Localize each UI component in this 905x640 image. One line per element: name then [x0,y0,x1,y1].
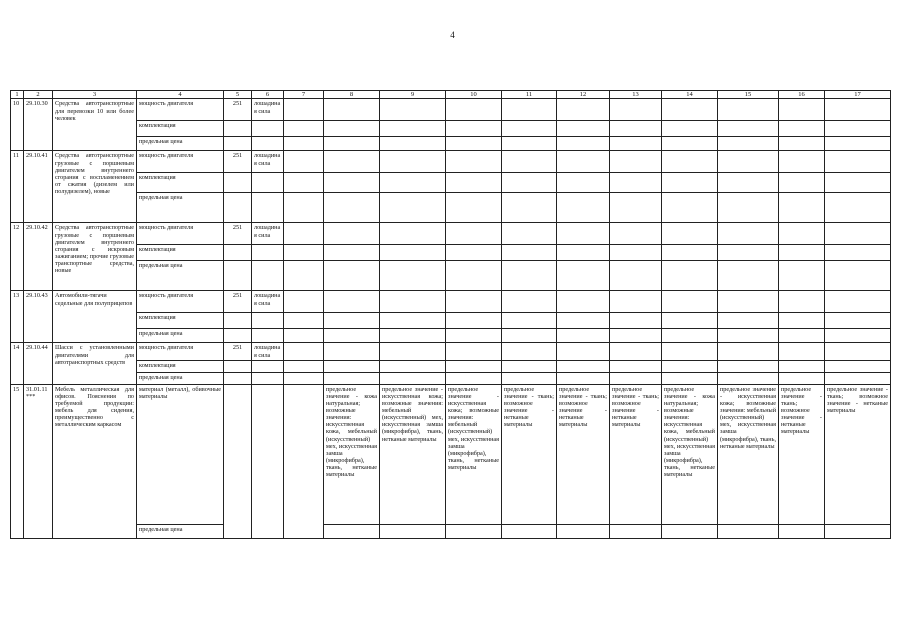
value-cell: предельное значение - ткань; возможное значение - нетканые материалы [825,384,891,524]
value-cell [380,524,446,538]
value-cell [779,524,825,538]
characteristic: комплектация [137,245,224,261]
value-cell [825,343,891,360]
value-cell [380,313,446,329]
value-cell [825,223,891,245]
value-cell [610,193,662,223]
value-cell [380,193,446,223]
value-cell [779,223,825,245]
value-cell [284,151,324,173]
value-cell [324,245,380,261]
value-cell [662,223,718,245]
unit-code [224,360,252,372]
value-cell [557,291,610,313]
characteristic: комплектация [137,313,224,329]
table-row [11,223,891,245]
value-cell [662,99,718,121]
value-cell [779,245,825,261]
value-cell [662,524,718,538]
value-cell [779,137,825,151]
value-cell [662,372,718,384]
header-cell: 2 [24,91,53,99]
value-cell [284,313,324,329]
value-cell [718,245,779,261]
value-cell [502,313,557,329]
value-cell [557,223,610,245]
value-cell [380,261,446,291]
value-cell [557,121,610,137]
header-cell: 17 [825,91,891,99]
value-cell [779,121,825,137]
characteristic: мощность двигателя [137,223,224,245]
header-cell: 7 [284,91,324,99]
value-cell [446,193,502,223]
value-cell [779,99,825,121]
value-cell [380,291,446,313]
unit-name [252,329,284,343]
value-cell [610,137,662,151]
value-cell [610,329,662,343]
header-cell: 13 [610,91,662,99]
value-cell [446,329,502,343]
value-cell [502,193,557,223]
value-cell [610,313,662,329]
value-cell [825,121,891,137]
unit-code [224,384,252,538]
value-cell [557,151,610,173]
unit-code [224,372,252,384]
value-cell: предельное значение - ткань; возможное значение - нетканые материалы [502,384,557,524]
value-cell: предельное значение - ткань; возможное значение - нетканые материалы [557,384,610,524]
value-cell [662,329,718,343]
unit-code [224,261,252,291]
value-cell [662,245,718,261]
value-cell [718,291,779,313]
characteristic: мощность двигателя [137,343,224,360]
unit-code [224,329,252,343]
okpd-code: 29.10.42 [24,223,53,291]
characteristic: предельная цена [137,329,224,343]
value-cell [446,291,502,313]
value-cell [502,360,557,372]
value-cell: предельное значение - ткань; возможное значение - нетканые материалы [610,384,662,524]
okpd-code: 29.10.41 [24,151,53,223]
value-cell [446,524,502,538]
unit-code: 251 [224,343,252,360]
value-cell [324,137,380,151]
product-name: Средства автотранспортные грузовые с поршневым двигателем внутреннего сгорания с воспламенением от сжатия (дизелем или полудизелем), новые [53,151,137,223]
value-cell [446,121,502,137]
value-cell [825,173,891,193]
requirements-table [10,90,891,539]
value-cell [718,343,779,360]
value-cell [610,524,662,538]
unit-code [224,193,252,223]
unit-code [224,245,252,261]
value-cell [825,261,891,291]
unit-name [252,372,284,384]
value-cell [779,291,825,313]
characteristic: комплектация [137,360,224,372]
value-cell [502,173,557,193]
value-cell [779,261,825,291]
value-cell [502,121,557,137]
unit-code [224,173,252,193]
value-cell [557,343,610,360]
value-cell [502,137,557,151]
value-cell [502,261,557,291]
value-cell [779,329,825,343]
value-cell [610,291,662,313]
value-cell [380,372,446,384]
page-number: 4 [450,30,455,40]
row-number: 15 [11,384,24,538]
row-number: 14 [11,343,24,384]
value-cell [718,329,779,343]
value-cell [446,99,502,121]
value-cell [718,99,779,121]
value-cell [380,151,446,173]
value-cell: предельное значение - ткань; возможное значение - нетканые материалы [779,384,825,524]
value-cell [825,360,891,372]
value-cell [284,245,324,261]
value-cell [825,193,891,223]
value-cell [779,151,825,173]
value-cell [324,173,380,193]
okpd-code: 31.01.11*** [24,384,53,538]
okpd-code: 29.10.30 [24,99,53,151]
value-cell [557,173,610,193]
unit-code: 251 [224,223,252,245]
value-cell [284,99,324,121]
value-cell [284,329,324,343]
value-cell [718,173,779,193]
table-row [11,384,891,524]
value-cell [284,223,324,245]
value-cell [610,261,662,291]
value-cell [825,245,891,261]
value-cell [446,173,502,193]
value-cell [825,291,891,313]
header-cell: 15 [718,91,779,99]
value-cell [502,372,557,384]
value-cell [284,384,324,538]
value-cell: предельное значение - кожа натуральная; возможные значения: искусственная кожа, мебельный (искусственный) мех, искусственная замша (микрофибра), ткань, нетканые материалы [324,384,380,524]
table-row [11,121,891,137]
value-cell [557,193,610,223]
value-cell [718,193,779,223]
header-cell: 14 [662,91,718,99]
value-cell [718,360,779,372]
value-cell [557,99,610,121]
value-cell [610,151,662,173]
unit-name [252,261,284,291]
unit-name: лошадиная сила [252,151,284,173]
value-cell [502,291,557,313]
value-cell [779,313,825,329]
value-cell [380,343,446,360]
table-row [11,193,891,223]
value-cell [718,313,779,329]
value-cell [502,223,557,245]
value-cell [380,245,446,261]
characteristic: предельная цена [137,193,224,223]
value-cell [662,343,718,360]
value-cell [557,245,610,261]
value-cell [380,121,446,137]
value-cell [502,99,557,121]
value-cell [380,329,446,343]
value-cell [502,151,557,173]
value-cell [284,360,324,372]
table-row [11,261,891,291]
header-row [11,91,891,99]
value-cell [446,343,502,360]
value-cell [825,99,891,121]
value-cell [284,372,324,384]
value-cell [446,245,502,261]
value-cell [284,291,324,313]
value-cell [662,313,718,329]
row-number: 12 [11,223,24,291]
value-cell [825,524,891,538]
value-cell [557,524,610,538]
characteristic: материал (металл), обивочные материалы [137,384,224,524]
table-row [11,329,891,343]
value-cell [718,223,779,245]
value-cell [610,99,662,121]
value-cell [662,137,718,151]
value-cell [324,360,380,372]
value-cell [380,173,446,193]
product-name: Средства автотранспортные для перевозки 10 или более человек [53,99,137,151]
value-cell [446,137,502,151]
value-cell [779,360,825,372]
value-cell [502,245,557,261]
value-cell [284,137,324,151]
value-cell [557,313,610,329]
unit-name [252,137,284,151]
value-cell [779,173,825,193]
value-cell [779,343,825,360]
value-cell [284,121,324,137]
value-cell [380,360,446,372]
table-row [11,291,891,313]
unit-name [252,245,284,261]
value-cell [324,223,380,245]
value-cell [502,343,557,360]
value-cell [324,193,380,223]
characteristic: предельная цена [137,524,224,538]
value-cell [662,173,718,193]
table-row [11,524,891,538]
value-cell [324,329,380,343]
value-cell [825,313,891,329]
product-name: Шасси с установленными двигателями для автотранспортных средств [53,343,137,384]
table-row [11,137,891,151]
table-row [11,99,891,121]
value-cell [825,372,891,384]
unit-name [252,193,284,223]
characteristic: предельная цена [137,372,224,384]
value-cell [324,343,380,360]
value-cell [446,372,502,384]
characteristic: мощность двигателя [137,99,224,121]
unit-name: лошадиная сила [252,291,284,313]
table-row [11,360,891,372]
table-row [11,245,891,261]
value-cell [446,151,502,173]
value-cell [779,193,825,223]
value-cell [557,329,610,343]
value-cell [446,313,502,329]
value-cell [825,151,891,173]
value-cell [324,121,380,137]
value-cell [446,360,502,372]
characteristic: предельная цена [137,137,224,151]
header-cell: 11 [502,91,557,99]
value-cell [662,360,718,372]
header-cell: 6 [252,91,284,99]
characteristic: мощность двигателя [137,291,224,313]
characteristic: комплектация [137,121,224,137]
unit-name [252,360,284,372]
value-cell [825,329,891,343]
unit-code: 251 [224,99,252,121]
value-cell: предельное значение - искусственная кожа; возможные значения: мебельный (искусственный) мех, искусственная замша (микрофибра), ткань, нетканые материалы [718,384,779,524]
value-cell [557,372,610,384]
value-cell [610,173,662,193]
value-cell [324,313,380,329]
value-cell [557,360,610,372]
value-cell [610,121,662,137]
row-number: 10 [11,99,24,151]
unit-code: 251 [224,291,252,313]
value-cell [610,360,662,372]
value-cell [718,121,779,137]
product-name: Средства автотранспортные грузовые с поршневым двигателем внутреннего сгорания с искровым зажиганием; прочие грузовые транспортные средства, новые [53,223,137,291]
value-cell [446,223,502,245]
value-cell [610,343,662,360]
value-cell [825,137,891,151]
value-cell [446,261,502,291]
value-cell [380,137,446,151]
value-cell [502,524,557,538]
value-cell [662,261,718,291]
value-cell [718,151,779,173]
value-cell [324,261,380,291]
value-cell [324,372,380,384]
value-cell [380,99,446,121]
value-cell: предельное значение - кожа натуральная; возможные значения: искусственная кожа, мебельный (искусственный) мех, искусственная замша (микрофибра), ткань, нетканые материалы [662,384,718,524]
table-row [11,313,891,329]
header-cell: 10 [446,91,502,99]
value-cell [284,193,324,223]
unit-name [252,313,284,329]
header-cell: 16 [779,91,825,99]
row-number: 13 [11,291,24,343]
value-cell [557,137,610,151]
value-cell [284,261,324,291]
value-cell [718,137,779,151]
value-cell [502,329,557,343]
value-cell [380,223,446,245]
value-cell [284,173,324,193]
okpd-code: 29.10.44 [24,343,53,384]
unit-code [224,313,252,329]
header-cell: 5 [224,91,252,99]
header-cell: 12 [557,91,610,99]
header-cell: 1 [11,91,24,99]
value-cell [662,151,718,173]
header-cell: 4 [137,91,224,99]
value-cell [324,524,380,538]
characteristic: комплектация [137,173,224,193]
value-cell: предельное значение - искусственная кожа; возможные значения: мебельный (искусственный) мех, искусственная замша (микрофибра), ткань, нетканые материалы [446,384,502,524]
value-cell [718,372,779,384]
value-cell [718,261,779,291]
product-name: Мебель металлическая для офисов. Пояснения по требуемой продукции: мебель для сидения, преимущественно с металлическим каркасом [53,384,137,538]
header-cell: 9 [380,91,446,99]
value-cell [610,223,662,245]
header-cell: 3 [53,91,137,99]
okpd-code: 29.10.43 [24,291,53,343]
unit-name [252,121,284,137]
unit-code [224,137,252,151]
header-cell: 8 [324,91,380,99]
table-row [11,372,891,384]
value-cell [662,291,718,313]
value-cell [324,151,380,173]
characteristic: предельная цена [137,261,224,291]
table-row [11,343,891,360]
value-cell [284,343,324,360]
table-row [11,173,891,193]
value-cell [324,99,380,121]
value-cell [779,372,825,384]
value-cell [610,372,662,384]
value-cell [718,524,779,538]
value-cell [557,261,610,291]
value-cell: предельное значение - искусственная кожа; возможные значения: мебельный (искусственный) мех, искусственная замша (микрофибра), ткань, нетканые материалы [380,384,446,524]
value-cell [662,193,718,223]
unit-name [252,173,284,193]
product-name: Автомобили-тягачи седельные для полуприцепов [53,291,137,343]
unit-name: лошадиная сила [252,223,284,245]
unit-name [252,384,284,538]
value-cell [610,245,662,261]
unit-name: лошадиная сила [252,99,284,121]
unit-code: 251 [224,151,252,173]
row-number: 11 [11,151,24,223]
unit-name: лошадиная сила [252,343,284,360]
characteristic: мощность двигателя [137,151,224,173]
value-cell [662,121,718,137]
value-cell [324,291,380,313]
unit-code [224,121,252,137]
table-row [11,151,891,173]
